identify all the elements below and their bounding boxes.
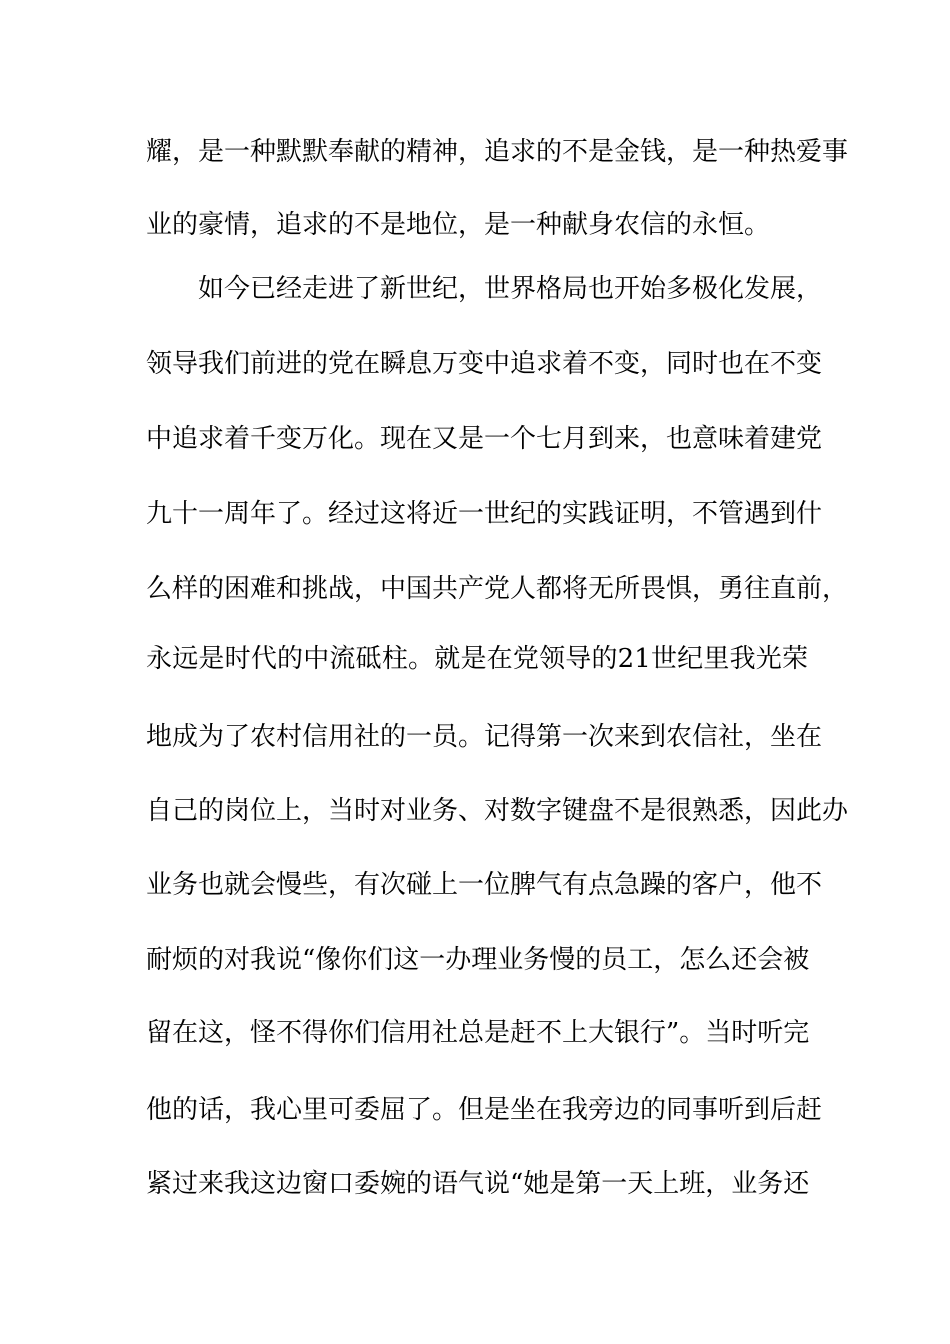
text-line: 中追求着千变万化。现在又是一个七月到来，也意味着建党	[146, 424, 823, 454]
text-line: 地成为了农村信用社的一员。记得第一次来到农信社，坐在	[146, 722, 823, 752]
text-line: 么样的困难和挑战，中国共产党人都将无所畏惧，勇往直前，	[146, 574, 849, 604]
text-line: 耀，是一种默默奉献的精神，追求的不是金钱，是一种热爱事	[146, 137, 849, 167]
text-line: 他的话，我心里可委屈了。但是坐在我旁边的同事听到后赶	[146, 1095, 823, 1125]
text-line: 紧过来我这边窗口委婉的语气说“她是第一天上班，业务还	[146, 1169, 810, 1199]
text-line: 自己的岗位上，当时对业务、对数字键盘不是很熟悉，因此办	[146, 796, 849, 826]
text-line: 永远是时代的中流砥柱。就是在党领导的21世纪里我光荣	[146, 644, 808, 674]
text-line: 业务也就会慢些，有次碰上一位脾气有点急躁的客户，他不	[146, 870, 823, 900]
text-line: 九十一周年了。经过这将近一世纪的实践证明，不管遇到什	[146, 499, 823, 529]
text-line: 耐烦的对我说“像你们这一办理业务慢的员工，怎么还会被	[146, 945, 810, 975]
text-line: 领导我们前进的党在瞬息万变中追求着不变，同时也在不变	[146, 349, 823, 379]
paragraph-first-line: 如今已经走进了新世纪，世界格局也开始多极化发展，	[198, 274, 823, 304]
text-line: 留在这，怪不得你们信用社总是赶不上大银行”。当时听完	[146, 1018, 810, 1048]
text-line: 业的豪情，追求的不是地位，是一种献身农信的永恒。	[146, 210, 771, 240]
